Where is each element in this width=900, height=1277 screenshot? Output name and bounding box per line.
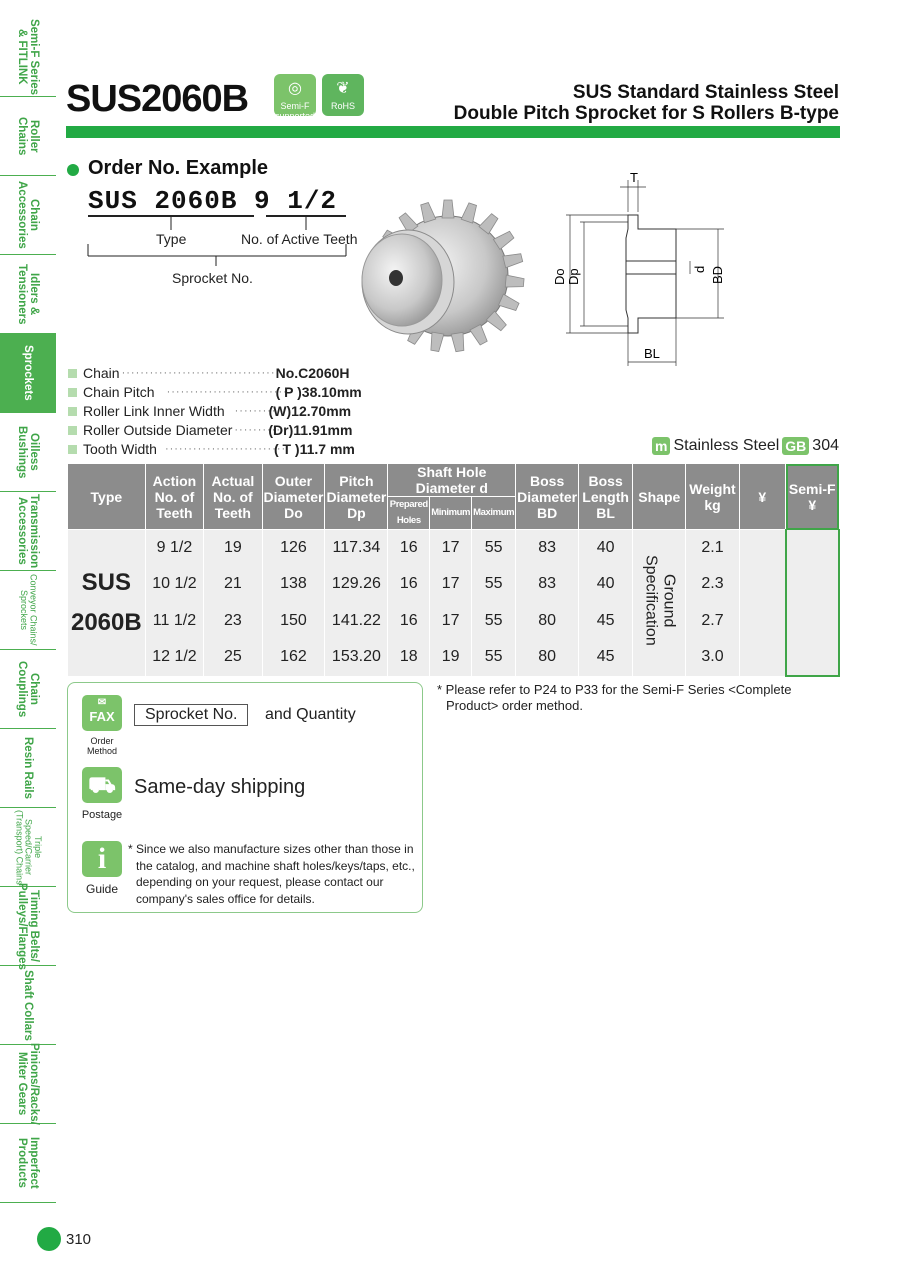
cell-maximum: 55 <box>472 530 516 567</box>
col-minimum: Minimum <box>430 497 472 530</box>
spec-name: Chain <box>83 365 120 381</box>
cell-actual-teeth: 23 <box>204 603 262 640</box>
truck-icon: ⛟ <box>82 767 122 803</box>
sidebar-tab[interactable] <box>0 492 56 571</box>
sidebar-tabs <box>0 18 56 1203</box>
material-tag-icon: m <box>652 437 670 455</box>
type-line2: 2060B <box>70 608 142 636</box>
type-label: Type <box>156 231 187 247</box>
badge-rohs-label: RoHS <box>330 101 355 111</box>
dim-t-label: T <box>630 170 638 185</box>
header-divider <box>66 126 840 138</box>
spec-name: Chain Pitch <box>83 384 155 400</box>
cell-actual-teeth: 21 <box>204 566 262 603</box>
example-title: Order No. Example <box>88 157 269 179</box>
table-row <box>68 639 840 676</box>
cell-pitch-diameter: 117.34 <box>325 530 388 567</box>
cell-boss-diameter: 80 <box>516 639 579 676</box>
cell-pitch-diameter: 141.22 <box>325 603 388 640</box>
cell-prepared-hole: 18 <box>388 639 430 676</box>
col-shape: Shape <box>633 464 686 530</box>
semi-f-icon: ◎ <box>288 80 302 97</box>
fax-icon: ✉ FAX <box>82 695 122 731</box>
spec-item: Roller Link Inner Width ·········· (W)12.70mm <box>68 402 362 421</box>
sidebar-tab[interactable] <box>0 571 56 650</box>
shape-cell <box>633 530 686 676</box>
cell-action-teeth: 12 1/2 <box>145 639 203 676</box>
spec-list <box>68 364 362 459</box>
sidebar-tab[interactable] <box>0 97 56 176</box>
cell-minimum: 19 <box>430 639 472 676</box>
cell-minimum: 17 <box>430 566 472 603</box>
semi-f-note: * Please refer to P24 to P33 for the Semi-F Series <Complete Product> order method. <box>437 682 792 713</box>
info-icon: i <box>82 841 122 877</box>
shape-value: Ground Specification <box>642 554 678 646</box>
guide-caption: Guide <box>85 882 119 896</box>
sprocket-no-box: Sprocket No. <box>134 704 248 726</box>
sidebar-tab-label: Transmission Accessories <box>16 493 41 569</box>
and-quantity-text: and Quantity <box>265 706 356 723</box>
guide-text: * Since we also manufacture sizes other than those in the catalog, and machine shaft holes/keys/taps, etc., depending on your request, please contact our company's sales office for details. <box>128 842 415 906</box>
col-price: ¥ <box>739 464 785 530</box>
spec-value: ( T )11.7 mm <box>273 441 355 457</box>
sidebar-tab-label: Shaft Collars <box>22 969 35 1041</box>
sidebar-tab[interactable] <box>0 650 56 729</box>
badge-semif-line1: Semi-F <box>280 101 310 111</box>
cell-pitch-diameter: 129.26 <box>325 566 388 603</box>
cell-action-teeth: 11 1/2 <box>145 603 203 640</box>
type-cell <box>68 530 146 676</box>
cell-maximum: 55 <box>472 566 516 603</box>
cell-boss-length: 40 <box>579 566 633 603</box>
cell-price <box>739 566 785 603</box>
cell-semi-f-price <box>786 639 839 676</box>
cell-boss-length: 40 <box>579 530 633 567</box>
spec-item: Chain ·································· No.C2060H <box>68 364 362 383</box>
rohs-badge <box>322 74 364 116</box>
dim-bd-label: BD <box>710 265 725 284</box>
col-actual-teeth: Actual No. of Teeth <box>204 464 262 530</box>
cell-prepared-hole: 16 <box>388 530 430 567</box>
col-type: Type <box>68 464 146 530</box>
cell-actual-teeth: 25 <box>204 639 262 676</box>
page-subtitle <box>454 82 839 124</box>
cell-boss-diameter: 83 <box>516 566 579 603</box>
example-code: SUS 2060B 9 1/2 <box>88 186 338 216</box>
sidebar-tab[interactable] <box>0 1045 56 1124</box>
cell-semi-f-price <box>786 603 839 640</box>
spec-table <box>67 463 840 677</box>
sidebar-tab-label: Pinions/Racks/ Miter Gears <box>16 1043 41 1125</box>
cell-minimum: 17 <box>430 603 472 640</box>
sidebar-tab[interactable] <box>0 882 56 970</box>
ordering-info-box <box>67 682 423 913</box>
active-teeth-label: No. of Active Teeth <box>241 231 358 247</box>
col-shaft-hole: Shaft Hole Diameter d <box>388 464 516 497</box>
subtitle-line2: Double Pitch Sprocket for S Rollers B-type <box>453 103 839 124</box>
sidebar-tab[interactable] <box>0 334 56 413</box>
sidebar-tab-label: Triple Speed/Carrier (Transport) Chains <box>14 809 44 885</box>
cell-weight: 2.1 <box>686 530 739 567</box>
sidebar-tab-label: Sprockets <box>22 345 35 401</box>
sidebar-tab[interactable] <box>0 966 56 1045</box>
spec-value: (W)12.70mm <box>268 403 352 419</box>
sidebar-tab-label: Idlers & Tensioners <box>16 263 41 325</box>
cell-minimum: 17 <box>430 530 472 567</box>
cell-outer-diameter: 162 <box>262 639 325 676</box>
leaf-icon: ❦ <box>336 80 350 97</box>
dim-bl-label: BL <box>644 346 660 361</box>
sidebar-tab-label: Chain Couplings <box>16 660 41 718</box>
semi-f-supported-badge <box>274 74 316 121</box>
sidebar-tab[interactable] <box>0 808 56 887</box>
sidebar-tab-label: Semi-F Series & FITLINK <box>16 18 41 96</box>
col-outer-diameter: Outer Diameter Do <box>262 464 325 530</box>
sidebar-tab[interactable] <box>0 1124 56 1203</box>
sidebar-tab[interactable] <box>0 18 56 97</box>
spec-name: Roller Link Inner Width <box>83 403 225 419</box>
dim-dp-label: Dp <box>566 268 581 285</box>
spec-name: Tooth Width <box>83 441 157 457</box>
col-boss-length: Boss Length BL <box>579 464 633 530</box>
sprocket-no-label: Sprocket No. <box>172 270 253 286</box>
sidebar-tab-label: Oilless Bushings <box>16 425 41 479</box>
col-action-teeth: Action No. of Teeth <box>145 464 203 530</box>
cell-semi-f-price <box>786 530 839 567</box>
col-semi-f-price: Semi-F ¥ <box>786 464 839 530</box>
subtitle-line1: SUS Standard Stainless Steel <box>572 82 839 103</box>
fax-icon-label: FAX <box>89 709 115 724</box>
col-pitch-diameter: Pitch Diameter Dp <box>325 464 388 530</box>
sprocket-photo <box>350 190 520 370</box>
col-boss-diameter: Boss Diameter BD <box>516 464 579 530</box>
material-name: Stainless Steel <box>673 437 780 454</box>
cell-action-teeth: 9 1/2 <box>145 530 203 567</box>
cell-boss-length: 45 <box>579 603 633 640</box>
cell-boss-diameter: 80 <box>516 603 579 640</box>
bullet-icon <box>67 164 79 176</box>
cell-pitch-diameter: 153.20 <box>325 639 388 676</box>
dimension-drawing <box>540 170 725 370</box>
order-method-caption: Order Method <box>86 736 118 756</box>
type-line1: SUS <box>81 568 132 596</box>
sidebar-tab[interactable] <box>0 255 56 334</box>
sidebar-tab[interactable] <box>0 413 56 492</box>
page-number: 310 <box>66 1231 92 1248</box>
spec-name: Roller Outside Diameter <box>83 422 233 438</box>
cell-price <box>739 639 785 676</box>
cell-weight: 3.0 <box>686 639 739 676</box>
material-spec <box>652 437 839 455</box>
col-prepared-holes: Prepared Holes <box>388 497 430 530</box>
table-row <box>68 603 840 640</box>
spec-item: Tooth Width ·························· ( T )11.7 mm <box>68 440 362 459</box>
spec-item: Roller Outside Diameter ·········· (Dr)11.91mm <box>68 421 362 440</box>
cell-outer-diameter: 150 <box>262 603 325 640</box>
gb-tag-icon: GB <box>782 437 809 455</box>
cell-boss-length: 45 <box>579 639 633 676</box>
sidebar-tab-label: Resin Rails <box>22 737 35 799</box>
dim-d-label: d <box>692 265 707 273</box>
cell-prepared-hole: 16 <box>388 603 430 640</box>
sidebar-tab-label: Chain Accessories <box>16 181 41 249</box>
cell-maximum: 55 <box>472 639 516 676</box>
cell-action-teeth: 10 1/2 <box>145 566 203 603</box>
cell-prepared-hole: 16 <box>388 566 430 603</box>
cell-semi-f-price <box>786 566 839 603</box>
sidebar-tab[interactable] <box>0 729 56 808</box>
badge-semif-line2: supported <box>274 111 316 121</box>
sidebar-tab-label: Conveyor Chains/ Sprockets <box>19 574 39 646</box>
cell-outer-diameter: 138 <box>262 566 325 603</box>
cell-weight: 2.3 <box>686 566 739 603</box>
table-row <box>68 566 840 603</box>
spec-value: ( P )38.10mm <box>275 384 362 400</box>
cell-outer-diameter: 126 <box>262 530 325 567</box>
col-maximum: Maximum <box>472 497 516 530</box>
table-row <box>68 530 840 567</box>
cell-price <box>739 603 785 640</box>
spec-value: (Dr)11.91mm <box>268 422 353 438</box>
postage-caption: Postage <box>81 809 123 821</box>
cell-actual-teeth: 19 <box>204 530 262 567</box>
cell-boss-diameter: 83 <box>516 530 579 567</box>
sidebar-tab-label: Imperfect Products <box>16 1137 41 1189</box>
cell-price <box>739 530 785 567</box>
spec-item: Chain Pitch ·························· ( P )38.10mm <box>68 383 362 402</box>
sidebar-tab-label: Timing Belts/ Pulleys/Flanges <box>16 882 41 970</box>
dim-do-label: Do <box>552 268 567 285</box>
page-marker-icon <box>37 1227 61 1251</box>
same-day-shipping-text: Same-day shipping <box>134 776 306 798</box>
cell-maximum: 55 <box>472 603 516 640</box>
material-grade: 304 <box>812 437 839 454</box>
page-title: SUS2060B <box>66 78 249 120</box>
sidebar-tab-label: Roller Chains <box>16 116 41 156</box>
cell-weight: 2.7 <box>686 603 739 640</box>
col-weight: Weight kg <box>686 464 739 530</box>
sidebar-tab[interactable] <box>0 176 56 255</box>
spec-value: No.C2060H <box>275 365 350 381</box>
